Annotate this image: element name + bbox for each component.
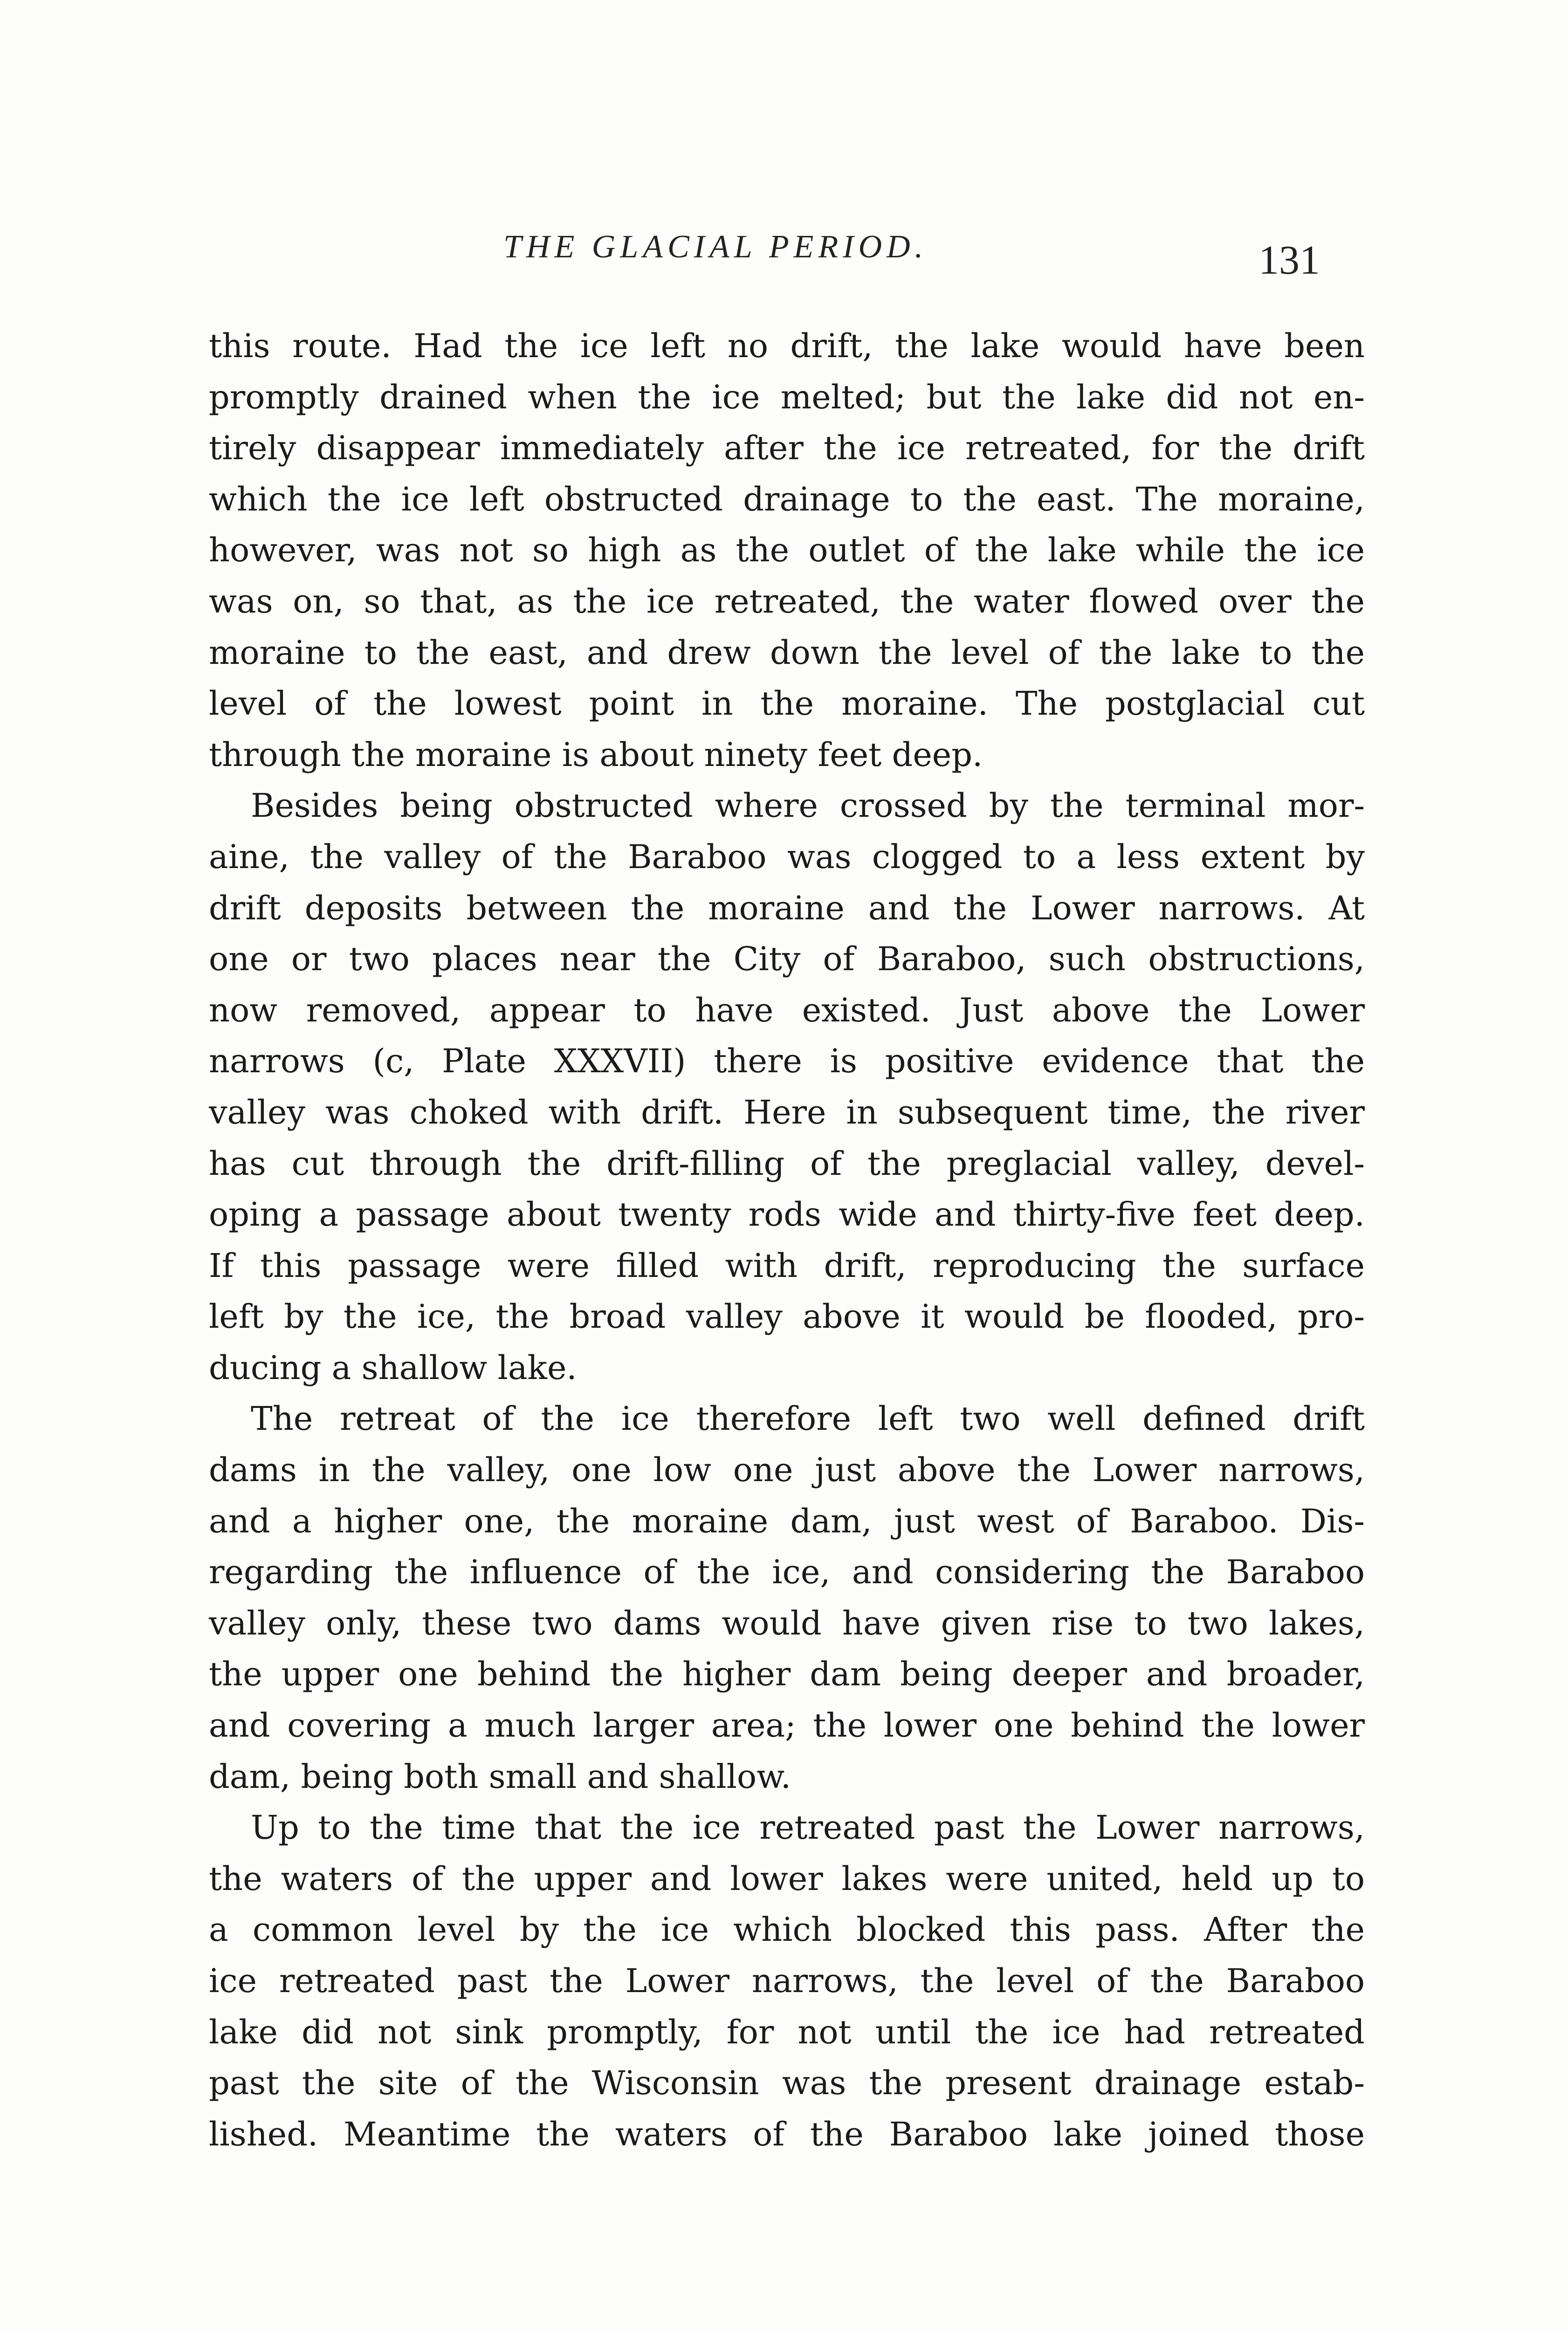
text-line: was on, so that, as the ice retreated, the water flowed over the (209, 582, 1365, 621)
body-text (209, 321, 1365, 2160)
text-line: a common level by the ice which blocked this pass. After the (209, 1910, 1365, 1949)
text-line: lake did not sink promptly, for not until the ice had retreated (209, 2013, 1365, 2051)
text-line: however, was not so high as the outlet of the lake while the ice (209, 531, 1365, 570)
text-line: promptly drained when the ice melted; but the lake did not en- (209, 378, 1365, 416)
text-line: level of the lowest point in the moraine. The postglacial cut (209, 684, 1365, 723)
paragraph-4 (209, 1802, 1365, 2160)
text-line: now removed, appear to have existed. Just above the Lower (209, 991, 1365, 1029)
text-line: ice retreated past the Lower narrows, the level of the Baraboo (209, 1962, 1365, 2000)
text-line: has cut through the drift-filling of the preglacial valley, devel- (209, 1144, 1365, 1183)
text-line: dams in the valley, one low one just above the Lower narrows, (209, 1451, 1365, 1490)
text-line: tirely disappear immediately after the ice retreated, for the drift (209, 429, 1365, 468)
text-line: the upper one behind the higher dam being deeper and broader, (209, 1655, 1365, 1694)
text-line: valley was choked with drift. Here in subsequent time, the river (209, 1093, 1365, 1131)
text-line: and covering a much larger area; the lower one behind the lower (209, 1706, 1365, 1745)
running-head: THE GLACIAL PERIOD. (503, 229, 928, 265)
text-line: valley only, these two dams would have given rise to two lakes, (209, 1604, 1365, 1642)
text-line: left by the ice, the broad valley above it would be flooded, pro- (209, 1297, 1365, 1336)
text-line: drift deposits between the moraine and the Lower narrows. At (209, 889, 1365, 927)
text-line: this route. Had the ice left no drift, the lake would have been (209, 327, 1365, 365)
text-line: one or two places near the City of Baraboo, such obstructions, (209, 940, 1365, 979)
text-line: Besides being obstructed where crossed by the terminal mor- (251, 786, 1365, 825)
text-line: ducing a shallow lake. (209, 1348, 577, 1387)
text-line: Up to the time that the ice retreated past the Lower narrows, (251, 1808, 1365, 1847)
text-line: past the site of the Wisconsin was the present drainage estab- (209, 2064, 1365, 2103)
text-line: the waters of the upper and lower lakes were united, held up to (209, 1859, 1365, 1898)
text-line: lished. Meantime the waters of the Baraboo lake joined those (209, 2115, 1365, 2153)
text-line: oping a passage about twenty rods wide and thirty-five feet deep. (209, 1195, 1365, 1234)
text-line: aine, the valley of the Baraboo was clogged to a less extent by (209, 837, 1365, 876)
text-line: If this passage were filled with drift, reproducing the surface (209, 1246, 1365, 1285)
text-line: moraine to the east, and drew down the level of the lake to the (209, 633, 1365, 672)
paragraph-2 (209, 780, 1365, 1393)
text-line: dam, being both small and shallow. (209, 1757, 791, 1796)
text-line: through the moraine is about ninety feet deep. (209, 735, 983, 774)
text-line: and a higher one, the moraine dam, just west of Baraboo. Dis- (209, 1502, 1365, 1540)
text-line: regarding the influence of the ice, and considering the Baraboo (209, 1553, 1365, 1592)
paragraph-1 (209, 321, 1365, 780)
text-line: which the ice left obstructed drainage to the east. The moraine, (209, 480, 1365, 518)
text-line: The retreat of the ice therefore left two well defined drift (251, 1400, 1365, 1438)
text-line: narrows (c, Plate XXXVII) there is positive evidence that the (209, 1042, 1365, 1081)
page-number: 131 (1259, 238, 1320, 283)
paragraph-3 (209, 1393, 1365, 1802)
